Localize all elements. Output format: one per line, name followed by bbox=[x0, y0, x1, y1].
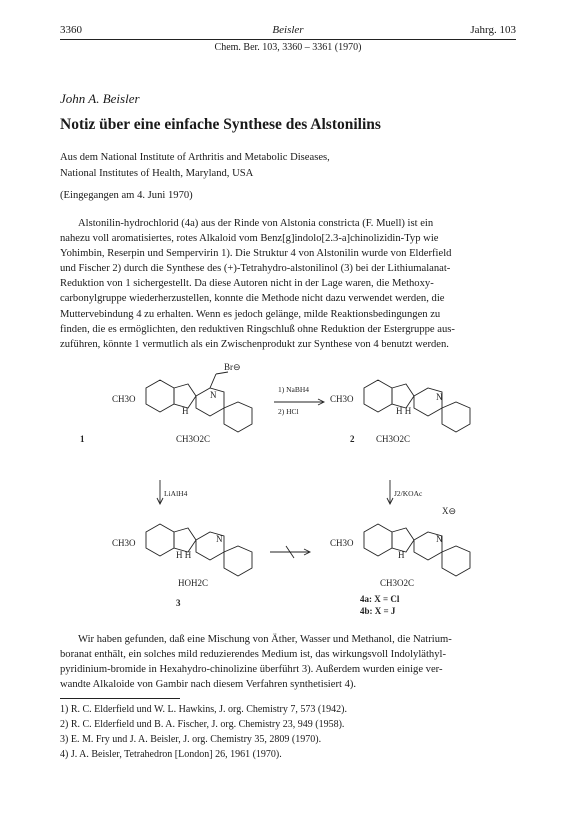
hydroxymethyl-label: HOH2C bbox=[178, 578, 209, 588]
hh-label-2: H H bbox=[396, 406, 412, 416]
nh-label-1: H bbox=[182, 406, 189, 416]
text-line: wandte Alkaloide von Gambir nach diesem Verfahren synthetisiert 4). bbox=[60, 679, 357, 691]
methoxy-label-3: CH3O bbox=[112, 538, 136, 548]
reagent-iodine: J2/KOAc bbox=[394, 489, 423, 498]
citation: Chem. Ber. 103, 3360 – 3361 (1970) bbox=[214, 42, 362, 53]
footnotes bbox=[60, 702, 516, 762]
text-line: pyridinium-bromide in Hexahydro-chinolizine überführt 3). Außerdem wurden einige ver- bbox=[60, 664, 443, 676]
n-label-4: N bbox=[436, 534, 443, 544]
text-line: Wir haben gefunden, daß eine Mischung von Äther, Wasser und Methanol, die Natrium- bbox=[78, 634, 452, 645]
text-line: boranat enthält, ein solches mild reduzierendes Medium ist, das wirkungsvoll Indolyläthyl- bbox=[60, 649, 446, 661]
structure-3 bbox=[146, 524, 252, 576]
author: John A. Beisler bbox=[60, 91, 140, 106]
text-line: Yohimbin, Reserpin und Sempervirin 1). Die Struktur 4 von Alstonilin wurde von Elderfield bbox=[60, 248, 452, 260]
structure-2 bbox=[364, 380, 470, 432]
compound-label-1: 1 bbox=[80, 434, 85, 444]
text-line: zuführen, könnte 1 vermutlich als ein Zwischenprodukt zur Synthese von 4 benutzt werden. bbox=[60, 338, 449, 350]
volume-label: Jahrg. 103 bbox=[470, 24, 516, 36]
text-line: Reduktion von 1 sichergestellt. Da diese Autoren nicht in der Lage waren, die Methoxy- bbox=[60, 278, 434, 290]
page-number: 3360 bbox=[60, 24, 82, 36]
text-line: carbonylgruppe wiederherzustellen, konnte die Methode nicht dazu verwendet werden, die bbox=[60, 293, 445, 305]
received-date: (Eingegangen am 4. Juni 1970) bbox=[60, 190, 193, 201]
counterion-1: Br⊖ bbox=[224, 362, 241, 372]
compound-label-4a: 4a: X = Cl bbox=[360, 594, 400, 604]
running-author: Beisler bbox=[272, 24, 304, 36]
structure-4 bbox=[364, 524, 470, 576]
ester-label-2: CH3O2C bbox=[376, 434, 411, 444]
methoxy-label-4: CH3O bbox=[330, 538, 354, 548]
affiliation-line: National Institutes of Health, Maryland, USA bbox=[60, 168, 254, 179]
paragraph-results bbox=[60, 632, 516, 692]
n-label-1: N bbox=[210, 390, 217, 400]
text-line: nahezu voll aromatisiertes, rotes Alkaloid vom Benz[g]indolo[2.3-a]chinolizidin-Typ wie bbox=[60, 233, 439, 245]
affiliation-line: Aus dem National Institute of Arthritis and Metabolic Diseases, bbox=[60, 152, 330, 163]
n-label-2: N bbox=[436, 392, 443, 402]
footnote-rule bbox=[60, 698, 180, 699]
nh-label-4: H bbox=[398, 550, 405, 560]
footnote-item: 1) R. C. Elderfield und W. L. Hawkins, J. org. Chemistry 7, 573 (1942). bbox=[60, 704, 348, 715]
compound-label-4b: 4b: X = J bbox=[360, 606, 396, 616]
compound-label-2: 2 bbox=[350, 434, 355, 444]
counterion-4: X⊖ bbox=[442, 506, 457, 516]
methoxy-label-1: CH3O bbox=[112, 394, 136, 404]
methoxy-label-2: CH3O bbox=[330, 394, 354, 404]
n-label-3: N bbox=[216, 534, 223, 544]
header-rule bbox=[60, 39, 516, 40]
affiliation bbox=[60, 150, 330, 182]
ester-label-1: CH3O2C bbox=[176, 434, 211, 444]
reagent-hcl: 2) HCl bbox=[278, 407, 299, 416]
footnote-item: 4) J. A. Beisler, Tetrahedron [London] 26, 1961 (1970). bbox=[60, 749, 282, 760]
footnote-item: 2) R. C. Elderfield und B. A. Fischer, J. org. Chemistry 23, 949 (1958). bbox=[60, 719, 345, 730]
ester-label-4: CH3O2C bbox=[380, 578, 415, 588]
reagent-lialh4: LiAlH4 bbox=[164, 489, 188, 498]
reagent-nabh4: 1) NaBH4 bbox=[278, 385, 310, 394]
text-line: und Fischer 2) durch die Synthese des (+)-Tetrahydro-alstonilinol (3) bei der Lithiumalanat- bbox=[60, 263, 451, 275]
reaction-scheme bbox=[60, 362, 516, 622]
article-title: Notiz über eine einfache Synthese des Alstonilins bbox=[60, 116, 381, 133]
paragraph-intro bbox=[60, 216, 516, 352]
footnote-item: 3) E. M. Fry und J. A. Beisler, J. org. Chemistry 35, 2809 (1970). bbox=[60, 734, 322, 745]
structure-1 bbox=[146, 372, 252, 432]
text-line: Muttervebindung 4 zu erhalten. Wenn es jedoch gelänge, milde Reaktionsbedingungen zu bbox=[60, 308, 441, 320]
compound-label-3: 3 bbox=[176, 598, 181, 608]
text-line: finden, die es ermöglichten, den reduktiven Ringschluß ohne Reduktion der Estergruppe aus- bbox=[60, 323, 455, 335]
text-line: Alstonilin-hydrochlorid (4a) aus der Rinde von Alstonia constricta (F. Muell) ist ein bbox=[78, 218, 434, 229]
hh-label-3: H H bbox=[176, 550, 192, 560]
